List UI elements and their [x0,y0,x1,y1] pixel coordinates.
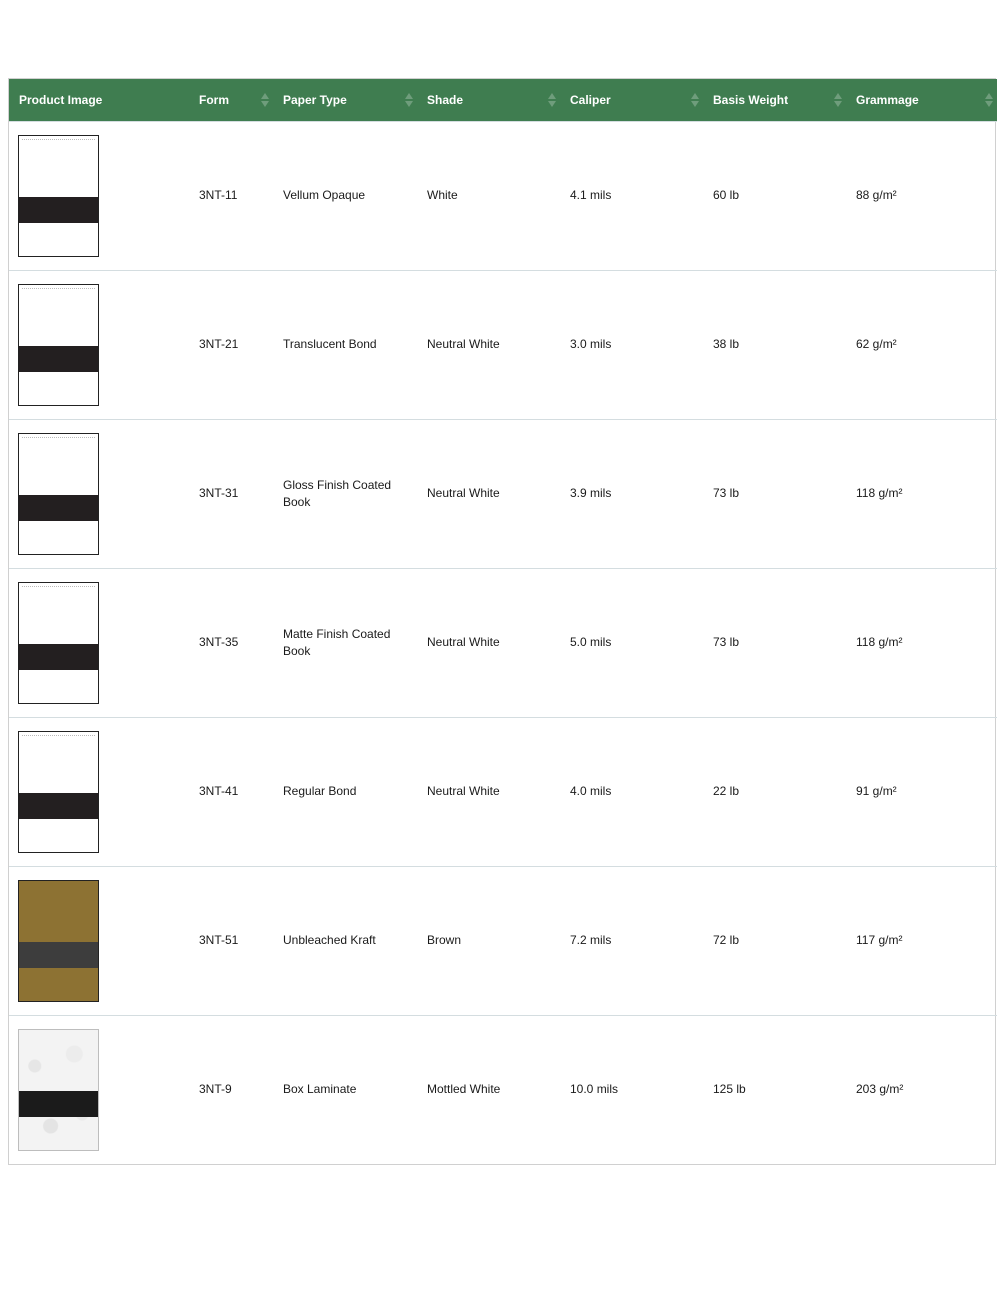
cell-basis-weight: 73 lb [713,635,740,649]
header-form[interactable]: Form [189,79,273,121]
cell-paper-type: Translucent Bond [283,337,377,351]
product-swatch-image[interactable] [18,433,99,555]
product-image-cell [9,866,189,1015]
cell-shade: White [427,188,458,202]
cell-paper-type: Regular Bond [283,784,357,798]
product-swatch-image[interactable] [18,582,99,704]
sort-icon[interactable] [405,92,413,108]
cell-shade: Neutral White [427,486,500,500]
product-swatch-image[interactable] [18,731,99,853]
cell-grammage: 62 g/m² [856,337,897,351]
sort-icon[interactable] [985,92,993,108]
swatch-band [19,644,98,670]
cell-grammage: 91 g/m² [856,784,897,798]
cell-shade: Mottled White [427,1082,501,1097]
cell-paper-type: Box Laminate [283,1082,357,1097]
table-row [9,419,997,568]
table-row [9,1015,997,1164]
cell-basis-weight: 72 lb [713,933,740,947]
product-image-cell [9,121,189,270]
product-swatch-image[interactable] [18,1029,99,1151]
product-image-cell [9,568,189,717]
product-image-cell [9,270,189,419]
swatch-band [19,1091,98,1117]
sort-icon[interactable] [548,92,556,108]
cell-paper-type: Unbleached Kraft [283,933,376,947]
cell-form: 3NT-41 [199,784,239,798]
product-image-cell [9,1015,189,1164]
cell-caliper: 4.0 mils [570,784,612,798]
cell-shade: Neutral White [427,337,500,351]
cell-basis-weight: 125 lb [713,1082,746,1097]
header-shade[interactable]: Shade [417,79,560,121]
cell-grammage: 203 g/m² [856,1082,904,1097]
cell-shade: Neutral White [427,784,500,798]
cell-caliper: 4.1 mils [570,188,612,202]
cell-paper-type: Gloss Finish Coated Book [283,477,392,509]
sort-icon[interactable] [261,92,269,108]
cell-caliper: 5.0 mils [570,635,612,649]
cell-shade: Neutral White [427,635,500,649]
paper-products-table-container [8,78,996,1165]
sort-icon[interactable] [834,92,842,108]
product-swatch-image[interactable] [18,284,99,406]
header-basis-weight[interactable]: Basis Weight [703,79,846,121]
cell-caliper: 7.2 mils [570,933,612,947]
table-row [9,121,997,270]
cell-caliper: 3.9 mils [570,486,612,500]
cell-form: 3NT-11 [199,188,238,202]
header-caliper[interactable]: Caliper [560,79,703,121]
product-swatch-image[interactable] [18,880,99,1002]
cell-paper-type: Matte Finish Coated Book [283,626,391,658]
cell-grammage: 118 g/m² [856,635,903,649]
table-row [9,270,997,419]
swatch-band [19,197,98,223]
header-paper-type[interactable]: Paper Type [273,79,417,121]
cell-form: 3NT-31 [199,486,239,500]
product-swatch-image[interactable] [18,135,99,257]
cell-basis-weight: 73 lb [713,486,740,500]
cell-form: 3NT-9 [199,1082,232,1097]
swatch-band [19,495,98,521]
cell-grammage: 118 g/m² [856,486,903,500]
header-grammage[interactable]: Grammage [846,79,997,121]
table-row [9,866,997,1015]
cell-shade: Brown [427,933,462,947]
header-product-image: Product Image [19,92,103,107]
cell-basis-weight: 22 lb [713,784,740,798]
swatch-band [19,346,98,372]
cell-form: 3NT-35 [199,635,239,649]
cell-basis-weight: 38 lb [713,337,740,351]
cell-caliper: 10.0 mils [570,1082,619,1097]
table-header-row [9,79,997,121]
table-row [9,568,997,717]
product-image-cell [9,419,189,568]
cell-form: 3NT-51 [199,933,239,947]
cell-form: 3NT-21 [199,337,239,351]
cell-paper-type: Vellum Opaque [283,188,366,202]
swatch-band [19,793,98,819]
cell-grammage: 88 g/m² [856,188,897,202]
table-row [9,717,997,866]
cell-basis-weight: 60 lb [713,188,740,202]
sort-icon[interactable] [691,92,699,108]
cell-caliper: 3.0 mils [570,337,612,351]
paper-products-table [9,79,997,1164]
cell-grammage: 117 g/m² [856,933,903,947]
swatch-band [19,942,98,968]
product-image-cell [9,717,189,866]
